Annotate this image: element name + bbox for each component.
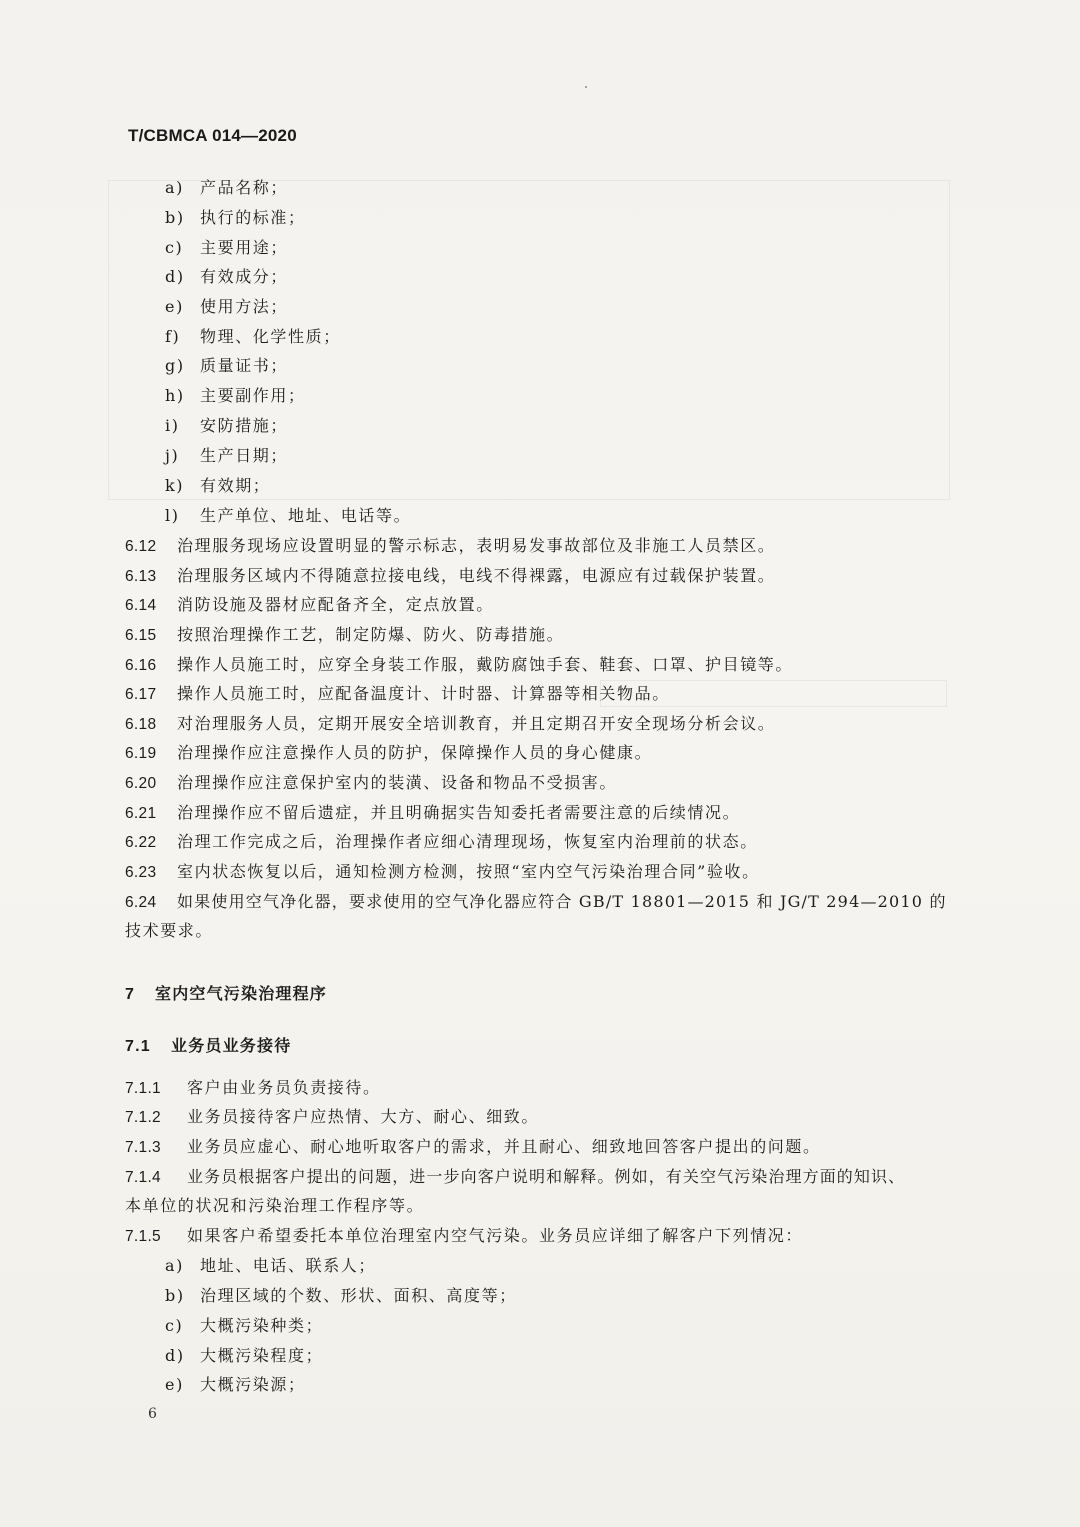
- list-item: e) 大概污染源；: [165, 1375, 306, 1394]
- clause: 6.18 对治理服务人员，定期开展安全培训教育，并且定期召开安全现场分析会议。: [125, 714, 776, 733]
- list-item: k) 有效期；: [165, 476, 271, 495]
- list-item: b) 治理区域的个数、形状、面积、高度等；: [165, 1286, 517, 1305]
- clause-continuation: 本单位的状况和污染治理工作程序等。: [125, 1196, 425, 1215]
- clause: 6.19 治理操作应注意操作人员的防护，保障操作人员的身心健康。: [125, 743, 653, 762]
- clause: 6.12 治理服务现场应设置明显的警示标志，表明易发事故部位及非施工人员禁区。: [125, 536, 776, 555]
- section-7-heading: 7 室内空气污染治理程序: [125, 984, 328, 1003]
- list-item: c) 主要用途；: [165, 238, 289, 257]
- clause: 6.24 如果使用空气净化器，要求使用的空气净化器应符合 GB/T 18801—2015 和 JG/T 294—2010 的: [125, 892, 947, 911]
- list-item: i) 安防措施；: [165, 416, 289, 435]
- list-item: a) 地址、电话、联系人；: [165, 1256, 377, 1275]
- clause: 6.13 治理服务区域内不得随意拉接电线，电线不得裸露，电源应有过载保护装置。: [125, 566, 776, 585]
- list-item: c) 大概污染种类；: [165, 1316, 324, 1335]
- list-item: j) 生产日期；: [165, 446, 289, 465]
- list-item: f) 物理、化学性质；: [165, 327, 341, 346]
- list-item: e) 使用方法；: [165, 297, 289, 316]
- clause: 6.22 治理工作完成之后，治理操作者应细心清理现场，恢复室内治理前的状态。: [125, 832, 758, 851]
- clause-continuation: 技术要求。: [125, 921, 214, 940]
- clause: 6.16 操作人员施工时，应穿全身装工作服，戴防腐蚀手套、鞋套、口罩、护目镜等。: [125, 655, 794, 674]
- list-item: g) 质量证书；: [165, 356, 289, 375]
- clause: 6.23 室内状态恢复以后，通知检测方检测，按照“室内空气污染治理合同”验收。: [125, 862, 760, 881]
- list-item: d) 有效成分；: [165, 267, 289, 286]
- clause: 7.1.4 业务员根据客户提出的问题，进一步向客户说明和解释。例如，有关空气污染治理方面的知识、: [125, 1167, 906, 1186]
- speck: [585, 86, 587, 88]
- list-item: h) 主要副作用；: [165, 386, 306, 405]
- list-item: l) 生产单位、地址、电话等。: [165, 506, 412, 525]
- list-item: a) 产品名称；: [165, 178, 289, 197]
- list-item: d) 大概污染程度；: [165, 1346, 324, 1365]
- clause: 6.17 操作人员施工时，应配备温度计、计时器、计算器等相关物品。: [125, 684, 670, 703]
- clause: 6.21 治理操作应不留后遗症，并且明确据实告知委托者需要注意的后续情况。: [125, 803, 741, 822]
- standard-code-header: T/CBMCA 014—2020: [128, 126, 297, 145]
- clause: 7.1.5 如果客户希望委托本单位治理室内空气污染。业务员应详细了解客户下列情况：: [125, 1226, 804, 1245]
- clause: 6.20 治理操作应注意保护室内的装潢、设备和物品不受损害。: [125, 773, 618, 792]
- clause: 7.1.2 业务员接待客户应热情、大方、耐心、细致。: [125, 1107, 540, 1126]
- page-number: 6: [148, 1406, 157, 1422]
- clause: 6.14 消防设施及器材应配备齐全，定点放置。: [125, 595, 494, 614]
- clause: 6.15 按照治理操作工艺，制定防爆、防火、防毒措施。: [125, 625, 565, 644]
- list-item: b) 执行的标准；: [165, 208, 306, 227]
- clause: 7.1.3 业务员应虚心、耐心地听取客户的需求，并且耐心、细致地回答客户提出的问题。: [125, 1137, 821, 1156]
- clause: 7.1.1 客户由业务员负责接待。: [125, 1078, 381, 1097]
- section-7-1-heading: 7.1 业务员业务接待: [125, 1036, 292, 1055]
